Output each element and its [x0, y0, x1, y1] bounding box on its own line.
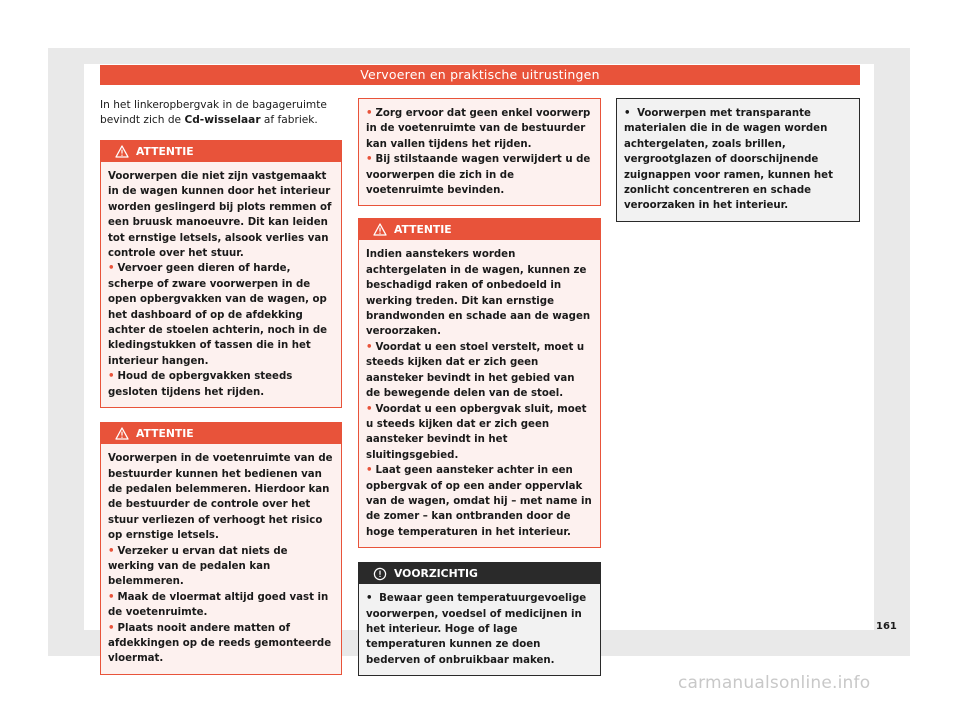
list-item: • Bij stilstaande wagen verwijdert u de voorwerpen die zich in de voetenruimte bevinden.: [366, 154, 591, 197]
list-item: • Voorwerpen met transparante materialen die in de wagen worden achtergelaten, zoals brillen, vergrootglazen of doorschijnende zuignappen voor ramen, kunnen het zonlicht concentreren en schade veroorzaken in het interieur.: [624, 108, 833, 212]
warning-label: ATTENTIE: [136, 427, 194, 441]
page-number: 161: [876, 621, 897, 632]
caution-body: [359, 584, 600, 675]
list-item: • Laat geen aansteker achter in een opbergvak of op een ander oppervlak van de wagen, omdat hij – met name in de zomer – kan ontbranden door de hoge temperaturen in het interieur.: [366, 465, 592, 538]
list-item: • Vervoer geen dieren of harde, scherpe of zware voorwerpen in de open opbergvakken van de wagen, op het dashboard of op de afdekking achter de stoelen achterin, noch in de kledingstukken of tassen die in het interieur hangen.: [108, 263, 328, 367]
list-item: • Zorg ervoor dat geen enkel voorwerp in de voetenruimte van de bestuurder kan vallen tijdens het rijden.: [366, 108, 591, 150]
list-item: • Bewaar geen temperatuurgevoelige voorwerpen, voedsel of medicijnen in het interieur. Hoge of lage temperaturen kunnen ze doen bederven of onbruikbaar maken.: [366, 593, 587, 666]
warning-header: [359, 219, 600, 240]
caution-body: [617, 99, 859, 221]
list-item: • Verzeker u ervan dat niets de werking van de pedalen kan belemmeren.: [108, 545, 288, 588]
caution-continuation-box: [616, 98, 860, 222]
column-3: [616, 98, 860, 236]
watermark: carmanualsonline.info: [678, 673, 871, 693]
warning-header: [101, 423, 341, 444]
list-item: • Houd de opbergvakken steeds gesloten tijdens het rijden.: [108, 371, 293, 398]
column-2: [358, 98, 601, 690]
list-item: • Voordat u een opbergvak sluit, moet u steeds kijken dat er zich geen aansteker bevindt in het sluitingsgebied.: [366, 403, 587, 461]
warning-header: [101, 141, 341, 162]
warning-box-3: [358, 218, 601, 548]
list-item: • Maak de vloermat altijd goed vast in de voetenruimte.: [108, 591, 329, 619]
caution-box: [358, 562, 601, 676]
warning-continuation-box: [358, 98, 601, 206]
column-1: [100, 98, 342, 689]
warning-triangle-icon: [115, 145, 129, 158]
warning-triangle-icon: [373, 223, 387, 236]
warning-box-2: [100, 422, 342, 675]
intro-highlight: Cd-wisselaar: [184, 114, 261, 126]
warning-text: Voorwerpen in de voetenruimte van de bestuurder kunnen het bedienen van de pedalen belemmeren. Hierdoor kan de bestuurder de controle over het stuur verliezen of verhoogt het risico op ernstige letsels.: [108, 453, 333, 542]
intro-paragraph: In het linkeropbergvak in de bagageruimte bevindt zich de Cd-wisselaar af fabriek.: [100, 99, 327, 126]
warning-label: ATTENTIE: [136, 145, 194, 158]
list-item: • Voordat u een stoel verstelt, moet u steeds kijken dat er zich geen aansteker bevindt in het gebied van de bewegende delen van de stoel.: [366, 341, 585, 400]
list-item: • Plaats nooit andere matten of afdekkingen op de reeds gemonteerde vloermat.: [108, 622, 332, 665]
caution-header: [359, 563, 600, 584]
warning-body: [101, 162, 341, 407]
warning-body: [359, 99, 600, 205]
warning-label: ATTENTIE: [394, 223, 452, 237]
warning-body: [359, 240, 600, 547]
info-circle-icon: [373, 567, 387, 581]
caution-label: VOORZICHTIG: [394, 567, 478, 581]
section-header: Vervoeren en praktische uitrustingen: [100, 65, 860, 85]
warning-body: [101, 444, 341, 674]
warning-text: Indien aanstekers worden achtergelaten in de wagen, kunnen ze beschadigd raken of onbedoeld in werking treden. Dit kan ernstige brandwonden en schade aan de wagen veroorzaken.: [366, 249, 591, 338]
warning-text: Voorwerpen die niet zijn vastgemaakt in de wagen kunnen door het interieur worden geslingerd bij plots remmen of een bruusk manoeuvre. Dit kan leiden tot ernstige letsels, alsook verlies van controle over het stuur.: [108, 171, 332, 260]
warning-box-1: [100, 140, 342, 408]
warning-triangle-icon: [115, 427, 129, 440]
